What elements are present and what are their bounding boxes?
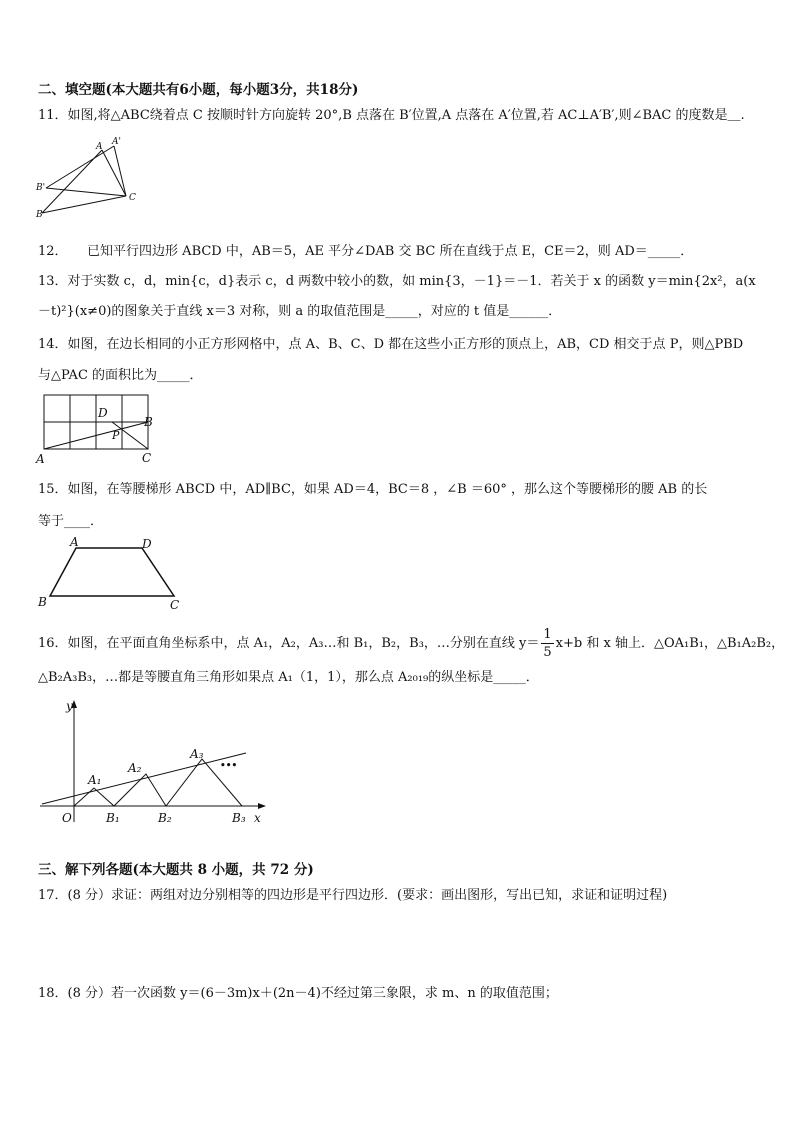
label-B2: B₂ bbox=[158, 811, 172, 825]
figure-14-grid bbox=[34, 388, 160, 468]
label-B-prime: B' bbox=[36, 183, 46, 193]
question-16-line1 bbox=[38, 628, 784, 659]
question-14-line1: 14．如图，在边长相同的小正方形网格中，点 A、B、C、D 都在这些小正方形的顶点上，AB，CD 相交于点 P，则△PBD bbox=[38, 337, 744, 352]
label-x: x bbox=[254, 811, 261, 825]
figure-15-trapezoid bbox=[34, 534, 194, 616]
label-B: B bbox=[144, 415, 153, 429]
label-A: A bbox=[36, 452, 45, 466]
question-18: 18．(8 分）若一次函数 y＝(6－3m)x＋(2n－4)不经过第三象限，求 m、n 的取值范围； bbox=[38, 986, 558, 1001]
question-15-line1: 15．如图，在等腰梯形 ABCD 中，AD∥BC，如果 AD＝4，BC＝8 ，∠B ＝60° ，那么这个等腰梯形的腰 AB 的长 bbox=[38, 482, 708, 497]
question-16-part-b: x+b 和 x 轴上．△OA₁B₁，△B₁A₂B₂， bbox=[555, 636, 785, 651]
label-B: B bbox=[36, 210, 43, 220]
label-B3: B₃ bbox=[232, 811, 246, 825]
question-15-line2: 等于____． bbox=[38, 514, 104, 529]
label-B1: B₁ bbox=[106, 811, 120, 825]
label-y: y bbox=[66, 699, 73, 713]
fraction-numerator: 1 bbox=[543, 627, 552, 642]
question-16-part-a: 16．如图，在平面直角坐标系中，点 A₁，A₂，A₃…和 B₁，B₂，B₃，…分别在直线 y＝ bbox=[38, 636, 540, 651]
label-A3: A₃ bbox=[190, 747, 204, 761]
fraction-one-fifth bbox=[541, 628, 553, 659]
label-B: B bbox=[38, 595, 47, 609]
label-A-prime: A' bbox=[112, 137, 121, 147]
fraction-denominator: 5 bbox=[543, 645, 552, 660]
label-A2: A₂ bbox=[128, 761, 142, 775]
figure-16-coordinate-plot bbox=[36, 698, 268, 828]
continuation-dots: ••• bbox=[220, 761, 238, 771]
label-D: D bbox=[142, 537, 152, 551]
label-D: D bbox=[98, 406, 108, 420]
question-17: 17．(8 分）求证：两组对边分别相等的四边形是平行四边形．(要求：画出图形，写出已知，求证和证明过程) bbox=[38, 888, 668, 903]
question-16-line2: △B₂A₃B₃，…都是等腰直角三角形如果点 A₁（1，1），那么点 A₂₀₁₉的纵坐标是_____． bbox=[38, 670, 539, 685]
figure-11-rotated-triangle bbox=[34, 136, 144, 222]
label-A1: A₁ bbox=[88, 773, 102, 787]
label-A: A bbox=[96, 142, 103, 152]
question-12: 12． 已知平行四边形 ABCD 中，AB＝5，AE 平分∠DAB 交 BC 所在直线于点 E，CE＝2，则 AD＝_____． bbox=[38, 244, 694, 259]
question-13-line1: 13．对于实数 c，d，min{c，d}表示 c，d 两数中较小的数，如 min{3，－1}＝－1．若关于 x 的函数 y＝min{2x²，a(x bbox=[38, 274, 756, 289]
label-A: A bbox=[70, 535, 79, 549]
label-C: C bbox=[170, 598, 180, 612]
question-13-line2: －t)²}(x≠0)的图象关于直线 x＝3 对称，则 a 的取值范围是_____，对应的 t 值是______． bbox=[38, 304, 562, 319]
question-14-line2: 与△PAC 的面积比为_____． bbox=[38, 368, 203, 383]
label-O: O bbox=[62, 811, 72, 825]
section3-title: 三、解下列各题(本大题共 8 小题，共 72 分) bbox=[38, 862, 314, 878]
label-C: C bbox=[129, 193, 136, 203]
section2-title: 二、填空题(本大题共有6小题，每小题3分，共18分) bbox=[38, 82, 359, 98]
question-11: 11．如图,将△ABC绕着点 C 按顺时针方向旋转 20°,B 点落在 B′位置,A 点落在 A′位置,若 AC⊥A′B′,则∠BAC 的度数是＿. bbox=[38, 108, 745, 123]
label-P: P bbox=[112, 429, 120, 442]
label-C: C bbox=[142, 451, 152, 465]
